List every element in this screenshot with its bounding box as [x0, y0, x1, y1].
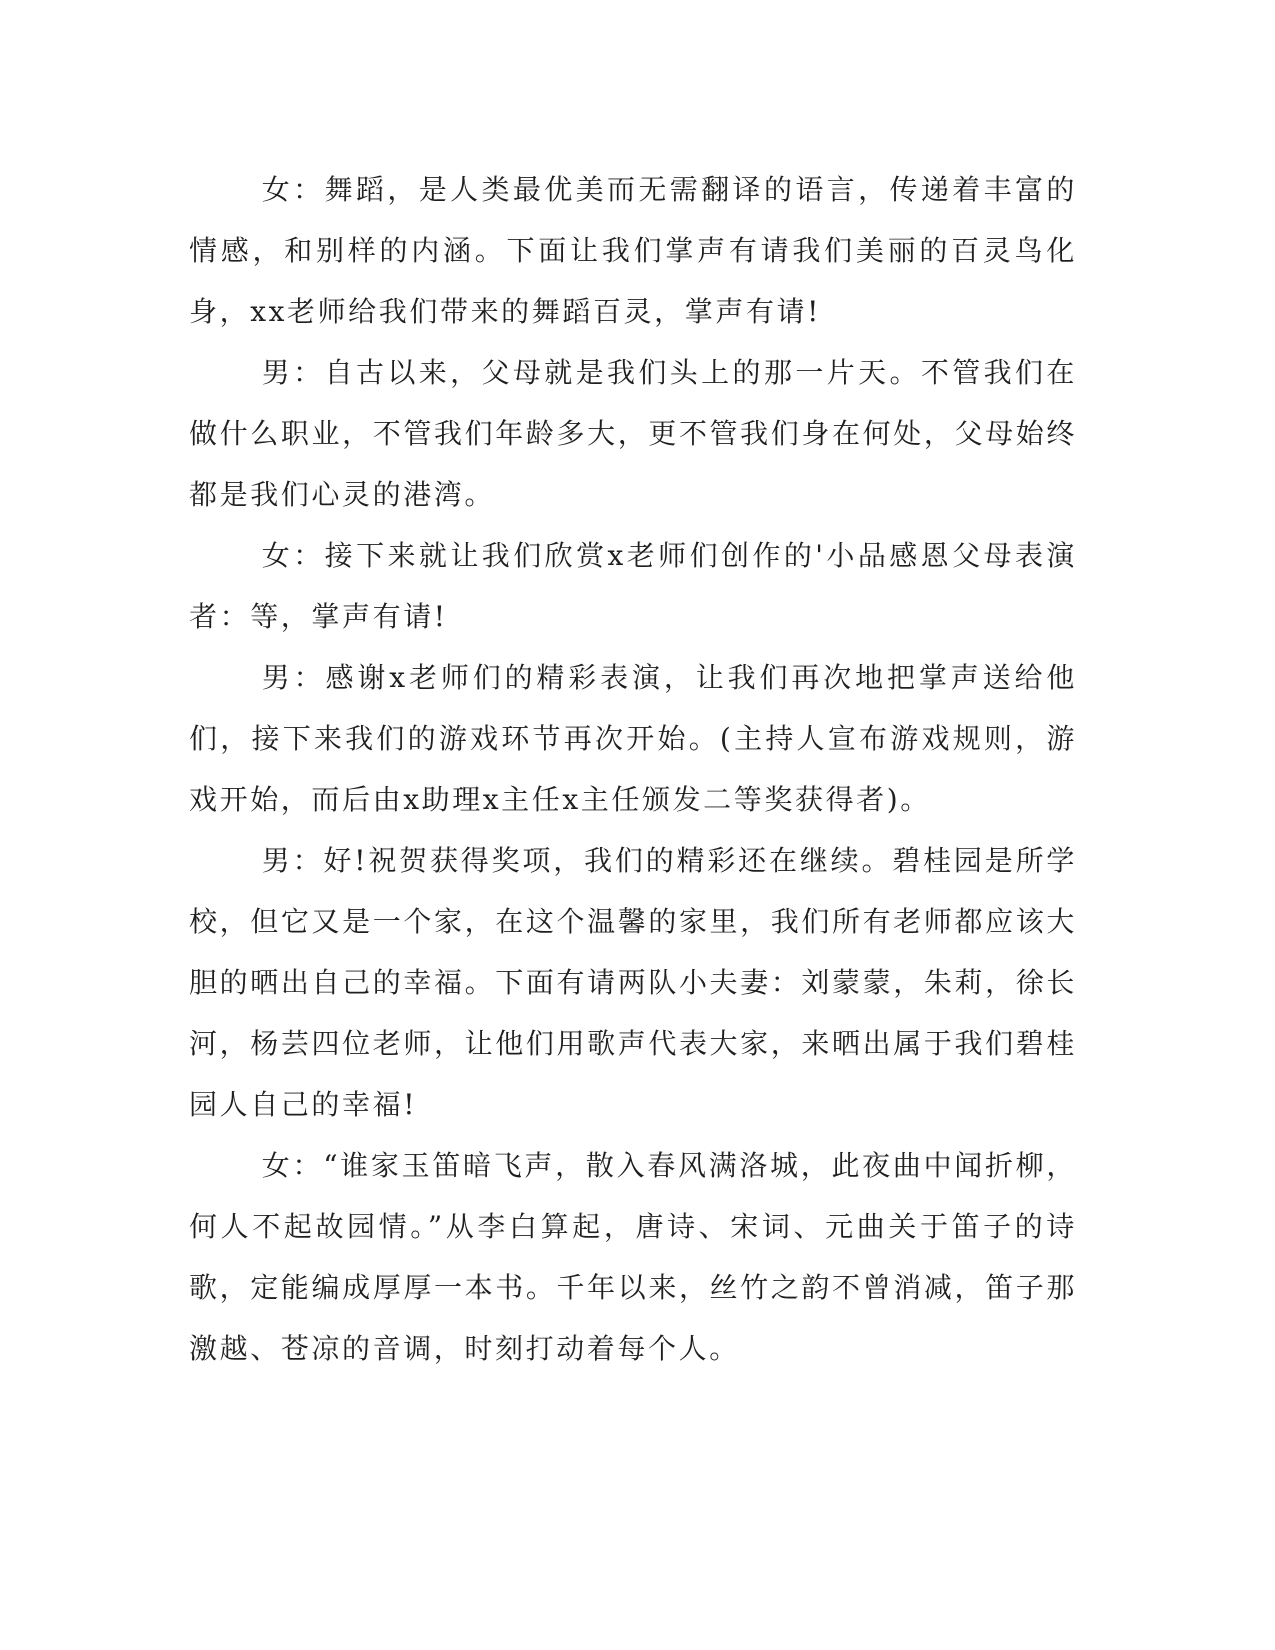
paragraph-female-skit-intro: 女：接下来就让我们欣赏x老师们创作的'小品感恩父母表演者：等，掌声有请!: [189, 539, 1077, 633]
document-body: [189, 159, 1077, 1379]
paragraph-female-flute: 女：“谁家玉笛暗飞声，散入春风满洛城，此夜曲中闻折柳，何人不起故园情。”从李白算起，唐诗、宋词、元曲关于笛子的诗歌，定能编成厚厚一本书。千年以来，丝竹之韵不曾消减，笛子那激越、苍凉的音调，时刻打动着每个人。: [189, 1149, 1077, 1365]
paragraph-male-happiness: 男：好!祝贺获得奖项，我们的精彩还在继续。碧桂园是所学校，但它又是一个家，在这个温馨的家里，我们所有老师都应该大胆的晒出自己的幸福。下面有请两队小夫妻：刘蒙蒙，朱莉，徐长河，杨芸四位老师，让他们用歌声代表大家，来晒出属于我们碧桂园人自己的幸福!: [189, 844, 1077, 1121]
paragraph-male-parents: 男：自古以来，父母就是我们头上的那一片天。不管我们在做什么职业，不管我们年龄多大，更不管我们身在何处，父母始终都是我们心灵的港湾。: [189, 356, 1077, 511]
paragraph-male-game-section: 男：感谢x老师们的精彩表演，让我们再次地把掌声送给他们，接下来我们的游戏环节再次开始。(主持人宣布游戏规则，游戏开始，而后由x助理x主任x主任颁发二等奖获得者)。: [189, 661, 1077, 816]
paragraph-female-dance-intro: 女：舞蹈，是人类最优美而无需翻译的语言，传递着丰富的情感，和别样的内涵。下面让我们掌声有请我们美丽的百灵鸟化身，xx老师给我们带来的舞蹈百灵，掌声有请!: [189, 173, 1077, 328]
